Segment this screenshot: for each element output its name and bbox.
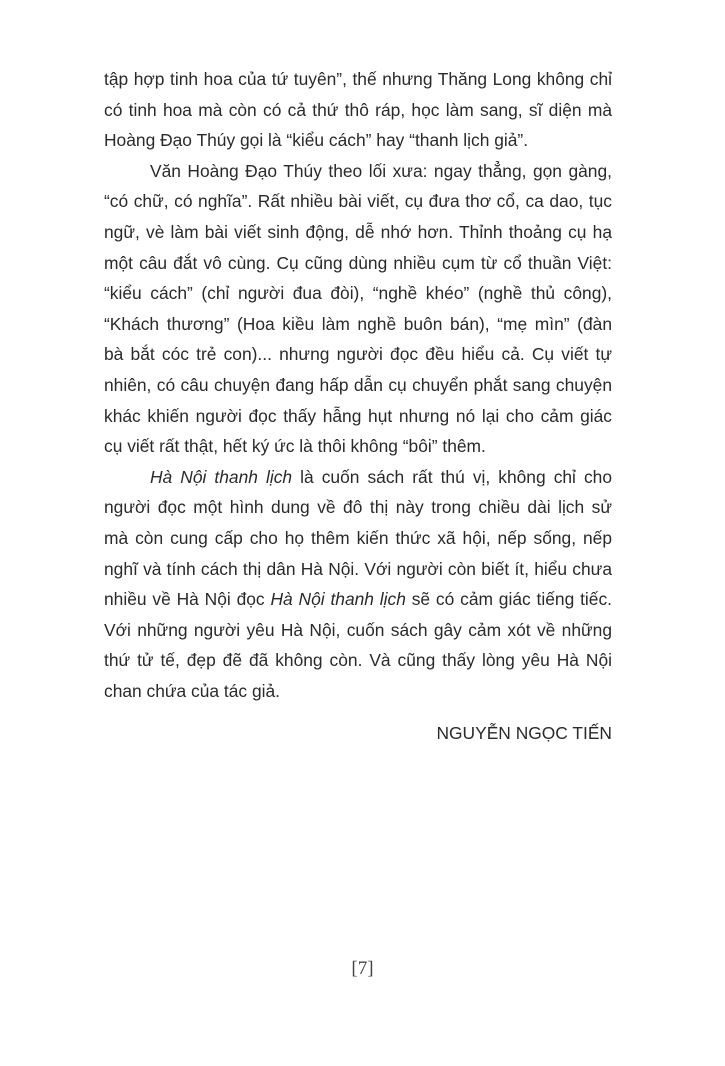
text-line: người đọc một hình dung về đô thị này trong chiều dài lịch sử — [104, 497, 612, 518]
text-line: “có chữ, có nghĩa”. Rất nhiều bài viết, cụ đưa thơ cổ, ca dao, tục — [104, 191, 612, 212]
text-line: bà bắt cóc trẻ con)... nhưng người đọc đều hiểu cả. Cụ viết tự — [104, 344, 612, 365]
paragraph-3 — [104, 462, 612, 707]
paragraph-2 — [104, 156, 612, 462]
text-line: Với những người yêu Hà Nội, cuốn sách gây cảm xót về những — [104, 619, 612, 640]
text-line: “Khách thương” (Hoa kiều làm nghề buôn bán), “mẹ mìn” (đàn — [104, 313, 612, 334]
text-line: chan chứa của tác giả. — [104, 680, 280, 701]
text-line: Hoàng Đạo Thúy gọi là “kiểu cách” hay “thanh lịch giả”. — [104, 130, 529, 151]
text-segment: sẽ có cảm giác tiếng tiếc. — [405, 589, 612, 610]
book-title: Hà Nội thanh lịch — [150, 466, 293, 487]
document-page — [104, 64, 612, 749]
text-segment: nhiều về Hà Nội đọc — [104, 589, 271, 610]
paragraph-1 — [104, 64, 612, 156]
text-line: ngữ, vè làm bài viết sinh động, dễ nhớ hơn. Thỉnh thoảng cụ hạ — [104, 221, 612, 242]
text-line: nghĩ và tính cách thị dân Hà Nội. Với người còn biết ít, hiểu chưa — [104, 558, 612, 579]
book-title: Hà Nội thanh lịch — [270, 589, 406, 610]
page-number: [7] — [351, 958, 374, 979]
text-line: Văn Hoàng Đạo Thúy theo lối xưa: ngay thẳng, gọn gàng, — [150, 160, 612, 181]
text-line — [104, 584, 612, 615]
text-line: có tinh hoa mà còn có cả thứ thô ráp, học làm sang, sĩ diện mà — [104, 99, 612, 120]
text-line: khác khiến người đọc thấy hẫng hụt nhưng nó lại cho cảm giác — [104, 405, 612, 426]
text-segment: là cuốn sách rất thú vị, không chỉ cho — [292, 466, 613, 487]
text-line: mà còn cung cấp cho họ thêm kiến thức xã hội, nếp sống, nếp — [104, 527, 612, 548]
text-line: tập hợp tinh hoa của tứ tuyên”, thế nhưng Thăng Long không chỉ — [104, 69, 612, 89]
text-line — [104, 462, 612, 493]
text-line: thứ tử tế, đẹp đẽ đã không còn. Và cũng thấy lòng yêu Hà Nội — [104, 650, 612, 671]
text-line: “kiểu cách” (chỉ người đua đòi), “nghề khéo” (nghề thủ công), — [104, 283, 612, 304]
author-signature: NGUYỄN NGỌC TIẾN — [436, 723, 612, 744]
text-line: cụ viết rất thật, hết ký ức là thôi không “bôi” thêm. — [104, 436, 486, 457]
text-line: một câu đắt vô cùng. Cụ cũng dùng nhiều cụm từ cổ thuần Việt: — [104, 252, 612, 273]
text-line: nhiên, có câu chuyện đang hấp dẫn cụ chuyển phắt sang chuyện — [104, 374, 612, 395]
